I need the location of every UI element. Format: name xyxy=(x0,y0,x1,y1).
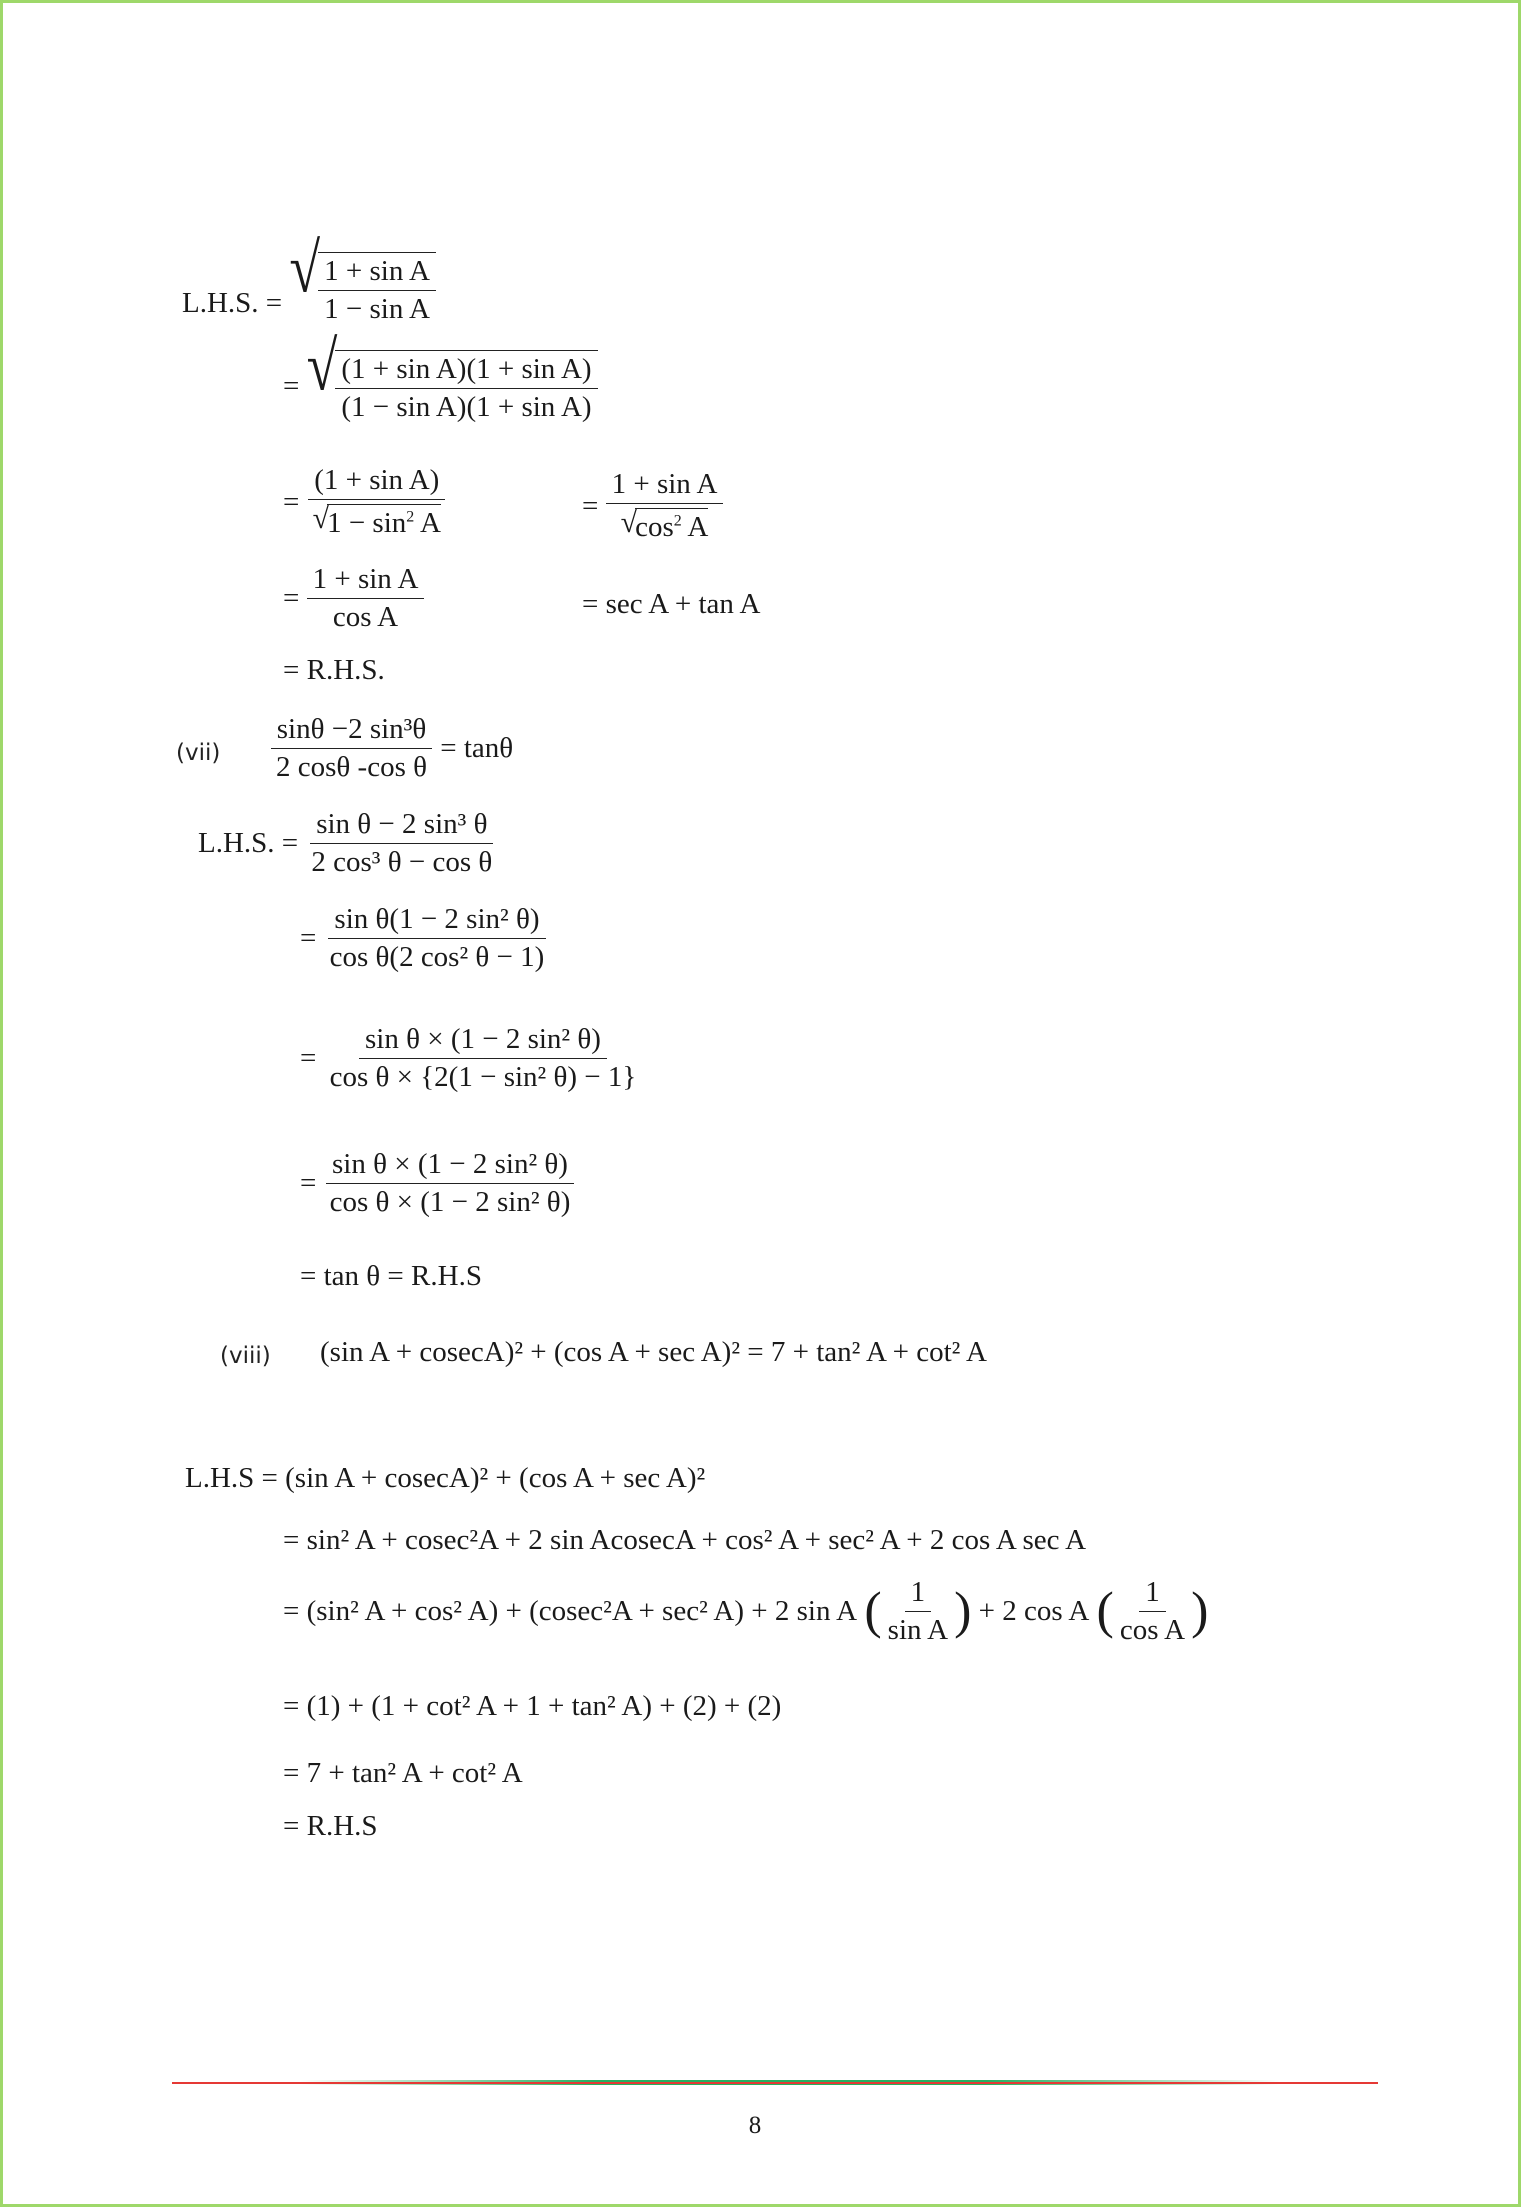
b1-sec-tan: = sec A + tan A xyxy=(582,588,761,620)
b3-step4: = 7 + tan² A + cot² A xyxy=(283,1757,523,1789)
b1-step3b: = 1 + sin A √ $\cos^2 A$ xyxy=(582,470,723,542)
b3-step5: = R.H.S xyxy=(283,1810,378,1842)
b2-step1: L.H.S. = $\frac{\text{sin θ − 2 sin³ θ}}{\text{2 cos³ θ − cos θ}}$ xyxy=(198,808,493,878)
b2-step2: = $\frac{\text{sin θ(1 − 2 sin² θ)}}{\text{cos θ(2 cos² θ − 1)}}$ xyxy=(300,903,545,973)
b3-step1: = sin² A + cosec²A + 2 sin AcosecA + cos² A + sec² A + 2 cos A sec A xyxy=(283,1524,1087,1556)
sqrt: √ $\frac{\text{1 + sin A}}{\text{1 − sin A}}$ xyxy=(289,252,436,324)
label-vii: (vii) xyxy=(176,740,221,766)
b1-rhs: = R.H.S. xyxy=(283,654,385,686)
label-viii: (viii) xyxy=(220,1343,271,1369)
page-number: 8 xyxy=(748,2112,762,2139)
b2-step4: = $\frac{\text{sin θ × (1 − 2 sin² θ)}}{\text{cos θ × (1 − 2 sin² θ)}}$ xyxy=(300,1150,576,1217)
b3-step2: = (sin² A + cos² A) + (cosec²A + sec² A) + 2 sin A ( $\frac{1}{\text{sin A}}$ ) + 2 cos A ( $\frac{1}{\text{cos A}}$ ) xyxy=(283,1576,1209,1646)
b2-final: = tan θ = R.H.S xyxy=(300,1260,482,1292)
b3-lhs: L.H.S = (sin A + cosecA)² + (cos A + sec A)² xyxy=(185,1462,706,1494)
b1-step4: = $\frac{\text{1 + sin A}}{\text{cos A}}$ xyxy=(283,565,424,632)
b1-step1: L.H.S. = √ $\frac{\text{1 + sin A}}{\text{1 − sin A}}$ xyxy=(182,252,436,324)
footer-rule-red xyxy=(172,2082,1378,2084)
b3-step3: = (1) + (1 + cot² A + 1 + tan² A) + (2) + (2) xyxy=(283,1690,782,1722)
b2-step3: = $\frac{\text{sin θ × (1 − 2 sin² θ)}}{\text{cos θ × \{2(1 − sin² θ) − 1\}}}$ xyxy=(300,1023,637,1093)
b2-problem: $\frac{\text{sinθ −2 sin³θ}}{\text{2 cosθ -cos θ}}$ = tanθ xyxy=(270,715,513,782)
b3-problem: (sin A + cosecA)² + (cos A + sec A)² = 7 + tan² A + cot² A xyxy=(320,1336,987,1368)
b1-step3: = (1 + sin A) √ $1 - \sin^2 A$ xyxy=(283,466,447,538)
b1-step2: = √ $\frac{\text{(1 + sin A)(1 + sin A)}}{\text{(1 − sin A)(1 + sin A)}}$ xyxy=(283,350,598,422)
